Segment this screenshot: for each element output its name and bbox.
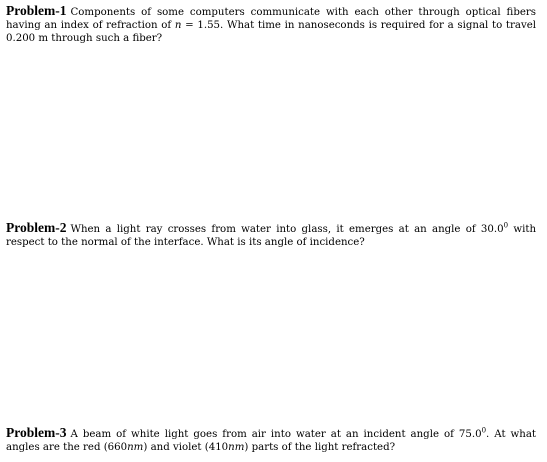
problem-3-unit-violet: nm: [228, 442, 245, 453]
problem-1-title: Problem-1: [6, 3, 67, 18]
problem-1-var-n: n: [174, 20, 182, 31]
problem-2: [6, 221, 536, 249]
problem-3-text-b: . At what angles are the red (660: [6, 429, 537, 453]
problem-2-degree: 0: [503, 221, 509, 230]
problem-2-text-a: When a light ray crosses from water into glass, it emerges at an angle of 30.0: [70, 224, 504, 235]
problem-1: [6, 4, 536, 45]
problem-3-text-d: ) parts of the light refracted?: [244, 442, 396, 453]
problem-3-degree: 0: [481, 426, 487, 435]
problem-3-title: Problem-3: [6, 425, 67, 440]
problem-3-text-c: ) and violet (410: [143, 442, 229, 453]
problem-3-unit-red: nm: [127, 442, 144, 453]
problem-1-text-b: = 1.55. What time in nanoseconds is required for a signal to travel 0.200 m through such a fiber?: [6, 20, 536, 44]
problem-2-text-b: with respect to the normal of the interface. What is its angle of incidence?: [6, 224, 537, 248]
problem-3-text-a: A beam of white light goes from air into water at an incident angle of 75.0: [70, 429, 482, 440]
problem-3: [6, 426, 536, 454]
problem-1-text-a: Components of some computers communicate with each other through optical fibers having an index of refraction of: [6, 7, 536, 31]
problem-2-title: Problem-2: [6, 220, 67, 235]
